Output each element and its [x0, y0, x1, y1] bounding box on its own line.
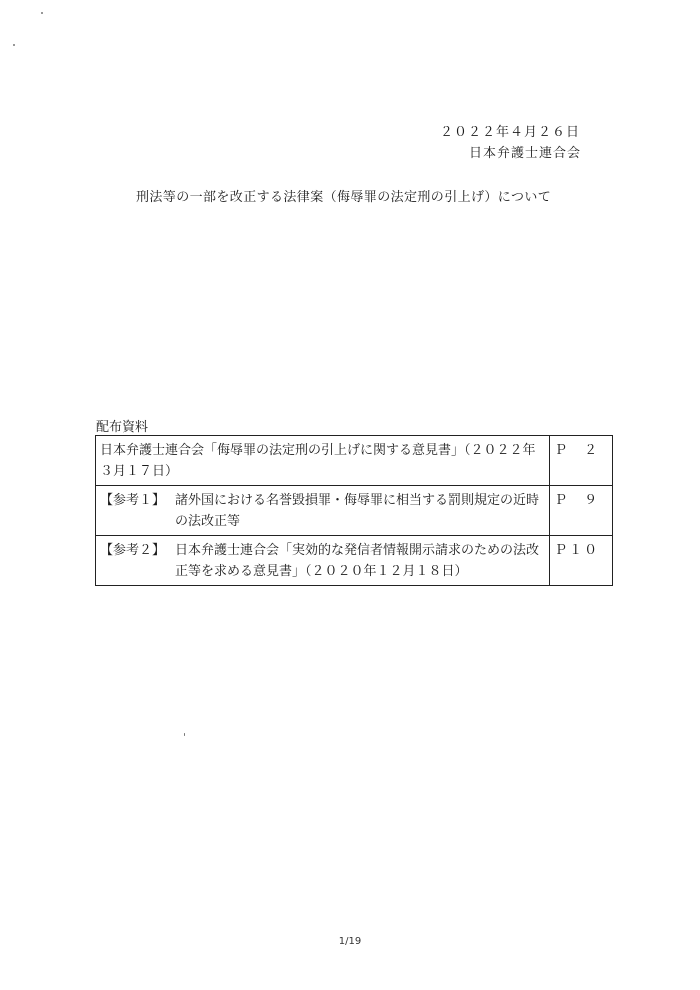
document-date: ２０２２年４月２６日 — [440, 125, 581, 140]
issuing-organization: 日本弁護士連合会 — [469, 146, 582, 161]
material-page-cell — [550, 536, 613, 586]
material-description: 日本弁護士連合会「侮辱罪の法定刑の引上げに関する意見書」（２０２２年３月１７日） — [100, 443, 536, 479]
scan-speck — [184, 733, 185, 736]
material-description: 諸外国における名誉毀損罪・侮辱罪に相当する罰則規定の近時の法改正等 — [175, 493, 540, 529]
material-description: 日本弁護士連合会「実効的な発信者情報開示請求のための法改正等を求める意見書」（２０２０年１２月１８日） — [175, 543, 540, 579]
material-description-cell — [96, 486, 550, 536]
material-page: Ｐ ２ — [554, 443, 600, 458]
scan-speck — [41, 12, 43, 14]
table-row — [96, 536, 613, 586]
document-title: 刑法等の一部を改正する法律案（侮辱罪の法定刑の引上げ）について — [136, 190, 552, 205]
material-page: Ｐ ９ — [554, 493, 600, 508]
scan-speck — [13, 44, 15, 46]
materials-label: 配布資料 — [96, 420, 149, 435]
material-page-cell — [550, 486, 613, 536]
table-row — [96, 436, 613, 486]
material-page: Ｐ１０ — [554, 543, 600, 558]
table-row — [96, 486, 613, 536]
material-page-cell — [550, 436, 613, 486]
materials-table — [95, 435, 613, 586]
material-description-cell — [96, 436, 550, 486]
page-number: 1/19 — [338, 936, 362, 947]
material-description-cell — [96, 536, 550, 586]
reference-tag: 【参考１】 — [100, 493, 166, 508]
reference-tag: 【参考２】 — [100, 543, 166, 558]
